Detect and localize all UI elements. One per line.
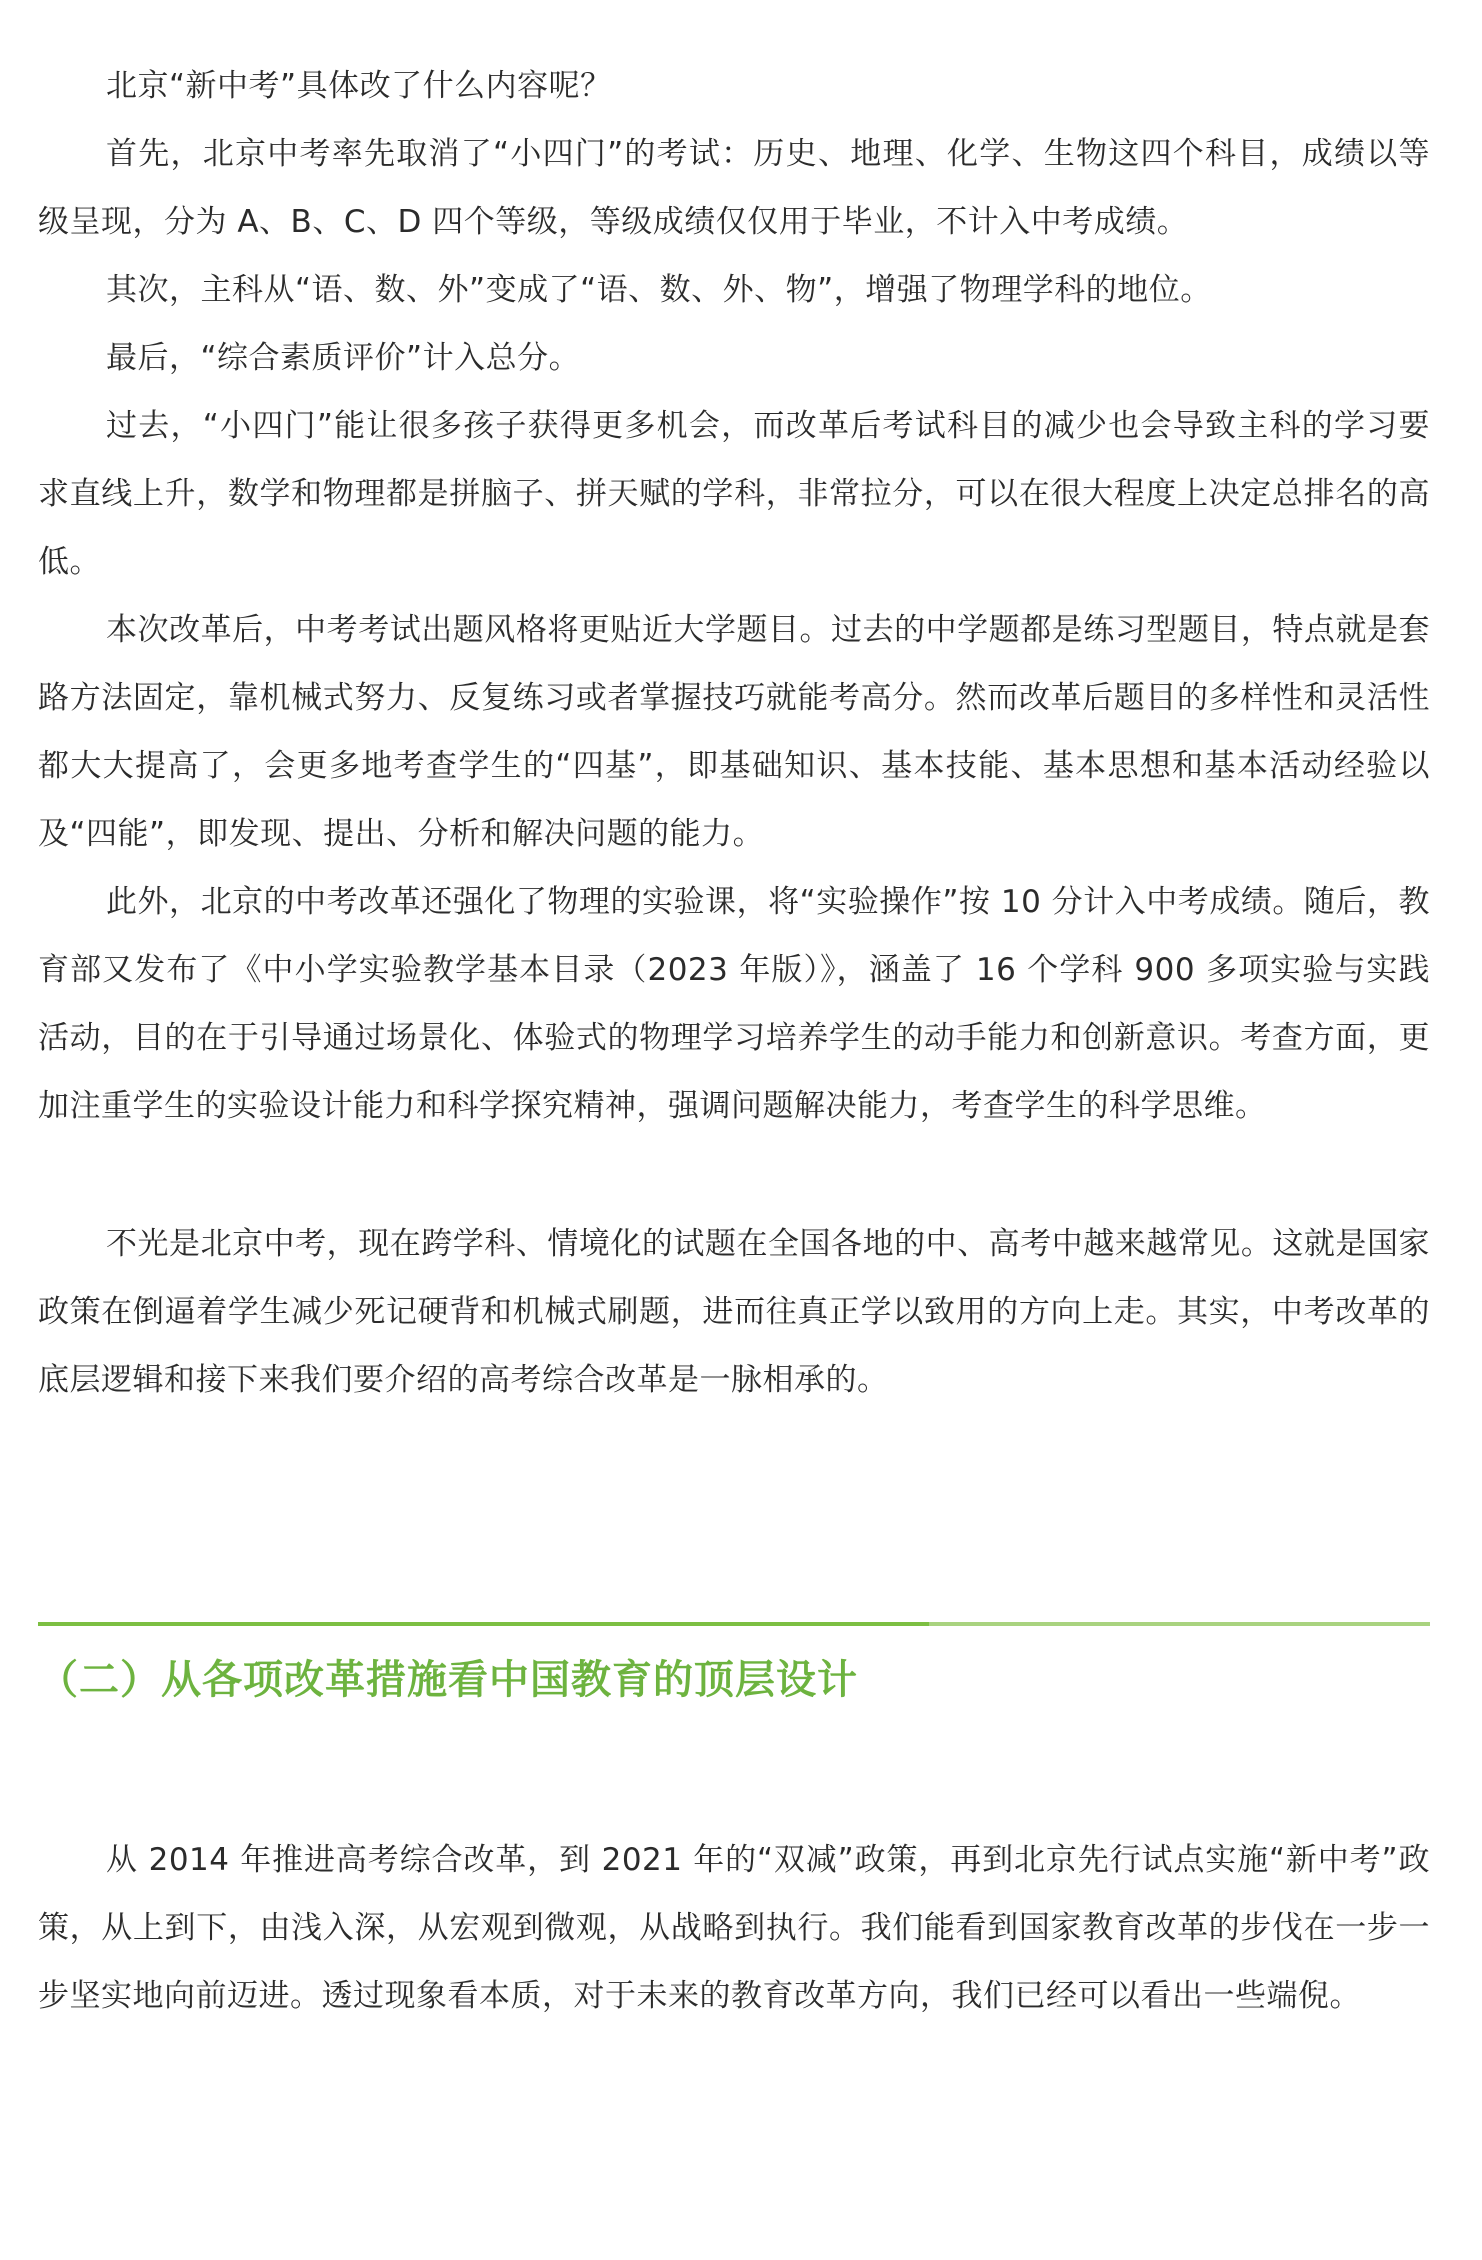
paragraph: 此外，北京的中考改革还强化了物理的实验课，将“实验操作”按 10 分计入中考成绩。随后，教育部又发布了《中小学实验教学基本目录（2023 年版）》，涵盖了 16 个学科 900 多项实验与实践活动，目的在于引导通过场景化、体验式的物理学习培养学生的动手能力和创新意识。考查方面，更加注重学生的实验设计能力和科学探究精神，强调问题解决能力，考查学生的科学思维。 bbox=[38, 884, 1430, 1124]
paragraph: 本次改革后，中考考试出题风格将更贴近大学题目。过去的中学题都是练习型题目，特点就是套路方法固定，靠机械式努力、反复练习或者掌握技巧就能考高分。然而改革后题目的多样性和灵活性都大大提高了，会更多地考查学生的“四基”，即基础知识、基本技能、基本思想和基本活动经验以及“四能”，即发现、提出、分析和解决问题的能力。 bbox=[38, 612, 1430, 852]
paragraph: 其次，主科从“语、数、外”变成了“语、数、外、物”，增强了物理学科的地位。 bbox=[106, 272, 1212, 308]
section-divider bbox=[38, 1622, 1430, 1626]
paragraph: 过去，“小四门”能让很多孩子获得更多机会，而改革后考试科目的减少也会导致主科的学习要求直线上升，数学和物理都是拼脑子、拼天赋的学科，非常拉分，可以在很大程度上决定总排名的高低。 bbox=[38, 408, 1430, 580]
paragraph: 最后，“综合素质评价”计入总分。 bbox=[106, 340, 581, 376]
paragraph: 北京“新中考”具体改了什么内容呢？ bbox=[106, 68, 612, 104]
paragraph: 不光是北京中考，现在跨学科、情境化的试题在全国各地的中、高考中越来越常见。这就是国家政策在倒逼着学生减少死记硬背和机械式刷题，进而往真正学以致用的方向上走。其实，中考改革的底层逻辑和接下来我们要介绍的高考综合改革是一脉相承的。 bbox=[38, 1226, 1430, 1398]
paragraph: 首先，北京中考率先取消了“小四门”的考试：历史、地理、化学、生物这四个科目，成绩以等级呈现，分为 A、B、C、D 四个等级，等级成绩仅仅用于毕业，不计入中考成绩。 bbox=[38, 136, 1430, 240]
paragraph: 从 2014 年推进高考综合改革，到 2021 年的“双减”政策，再到北京先行试点实施“新中考”政策，从上到下，由浅入深，从宏观到微观，从战略到执行。我们能看到国家教育改革的步伐在一步一步坚实地向前迈进。透过现象看本质，对于未来的教育改革方向，我们已经可以看出一些端倪。 bbox=[38, 1842, 1430, 2014]
section-heading: （二）从各项改革措施看中国教育的顶层设计 bbox=[38, 1657, 858, 1703]
